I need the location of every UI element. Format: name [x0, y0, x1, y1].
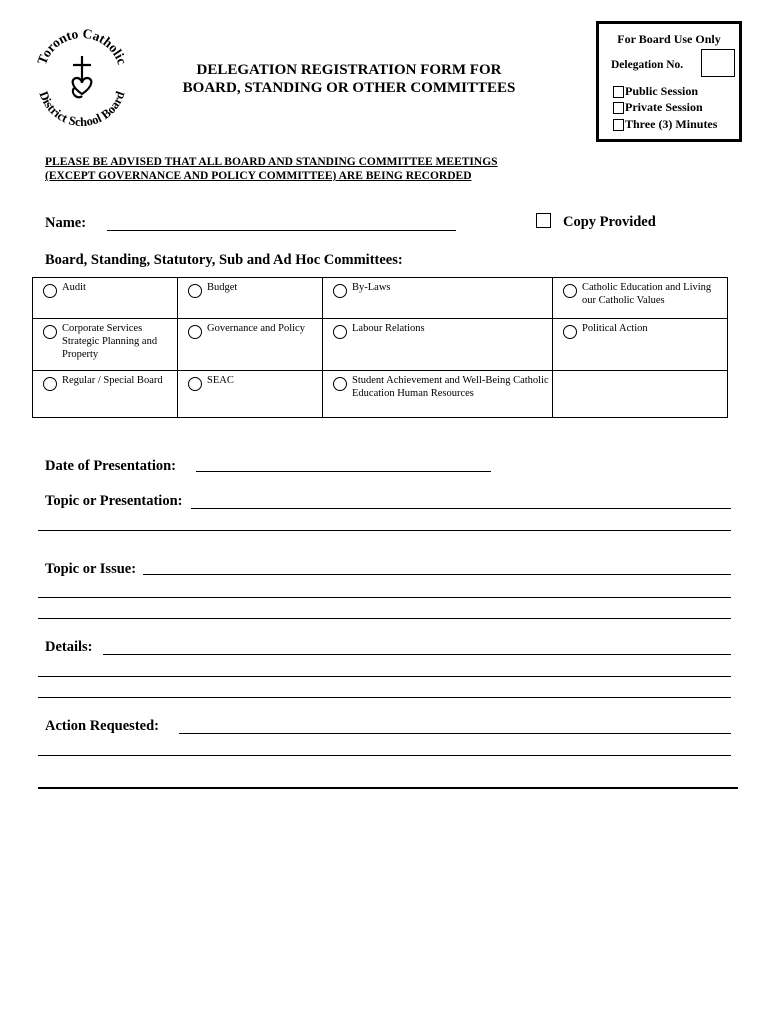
- recording-notice-line2: (EXCEPT GOVERNANCE AND POLICY COMMITTEE) ARE BEING RECORDED: [45, 170, 472, 182]
- committees-table: [32, 277, 728, 418]
- topic-presentation-field[interactable]: [191, 508, 731, 509]
- committee-option-by-laws[interactable]: [323, 278, 553, 319]
- radio-icon[interactable]: [333, 284, 347, 298]
- table-row: [33, 319, 728, 371]
- details-line-3[interactable]: [38, 697, 731, 698]
- committee-label: Catholic Education and Living our Catholic Values: [582, 282, 712, 306]
- cross-heart-icon: [73, 56, 92, 97]
- table-row: [33, 278, 728, 319]
- school-board-logo: [30, 20, 134, 132]
- action-requested-field[interactable]: [179, 733, 731, 734]
- action-requested-line-2[interactable]: [38, 755, 731, 756]
- name-field[interactable]: [107, 230, 456, 231]
- committee-option-budget[interactable]: [178, 278, 323, 319]
- delegation-number-field[interactable]: [701, 49, 735, 77]
- topic-issue-line-3[interactable]: [38, 618, 731, 619]
- recording-notice-line1: PLEASE BE ADVISED THAT ALL BOARD AND STANDING COMMITTEE MEETINGS: [45, 156, 498, 168]
- radio-icon[interactable]: [43, 325, 57, 339]
- committee-option-audit[interactable]: [33, 278, 178, 319]
- radio-icon[interactable]: [563, 325, 577, 339]
- name-label: Name:: [45, 215, 87, 231]
- radio-icon[interactable]: [333, 325, 347, 339]
- three-minutes-label: Three (3) Minutes: [625, 117, 718, 131]
- committee-label: Governance and Policy: [207, 323, 305, 334]
- action-requested-label: Action Requested:: [45, 718, 159, 734]
- radio-icon[interactable]: [563, 284, 577, 298]
- board-use-heading: For Board Use Only: [617, 32, 721, 46]
- topic-presentation-line-2[interactable]: [38, 530, 731, 531]
- committee-label: Political Action: [582, 323, 648, 334]
- copy-provided-label: Copy Provided: [563, 214, 656, 230]
- logo-text-bottom: District School Board: [36, 89, 128, 130]
- details-field[interactable]: [103, 654, 731, 655]
- logo-text-top: Toronto Catholic: [34, 25, 130, 67]
- private-session-option[interactable]: [613, 100, 703, 115]
- committees-heading: Board, Standing, Statutory, Sub and Ad Hoc Committees:: [45, 252, 403, 268]
- form-title-line1: DELEGATION REGISTRATION FORM FOR: [196, 62, 502, 78]
- topic-issue-field[interactable]: [143, 574, 731, 575]
- radio-icon[interactable]: [43, 377, 57, 391]
- radio-icon[interactable]: [188, 377, 202, 391]
- committee-option-student-achievement[interactable]: [323, 371, 553, 418]
- public-session-label: Public Session: [625, 84, 699, 98]
- committee-label: SEAC: [207, 375, 234, 386]
- committee-option-political-action[interactable]: [553, 319, 728, 371]
- committee-option-regular-special-board[interactable]: [33, 371, 178, 418]
- private-session-checkbox[interactable]: [613, 102, 624, 114]
- topic-presentation-label: Topic or Presentation:: [45, 493, 183, 509]
- committee-label: By-Laws: [352, 282, 391, 293]
- delegation-number-label: Delegation No.: [611, 59, 684, 71]
- committee-option-catholic-education[interactable]: [553, 278, 728, 319]
- three-minutes-option[interactable]: [613, 117, 717, 132]
- three-minutes-checkbox[interactable]: [613, 119, 624, 131]
- form-title-line2: BOARD, STANDING OR OTHER COMMITTEES: [182, 80, 516, 96]
- form-title: [150, 61, 548, 97]
- public-session-checkbox[interactable]: [613, 86, 624, 98]
- details-label: Details:: [45, 639, 93, 655]
- radio-icon[interactable]: [43, 284, 57, 298]
- committee-label: Audit: [62, 282, 86, 293]
- date-label: Date of Presentation:: [45, 458, 177, 474]
- committee-option-governance-policy[interactable]: [178, 319, 323, 371]
- public-session-option[interactable]: [613, 84, 698, 99]
- topic-issue-line-2[interactable]: [38, 597, 731, 598]
- committee-label: Corporate Services Strategic Planning and Property: [62, 323, 158, 360]
- radio-icon[interactable]: [188, 284, 202, 298]
- topic-issue-label: Topic or Issue:: [45, 561, 137, 577]
- committee-label: Labour Relations: [352, 323, 425, 334]
- recording-notice: [45, 155, 565, 183]
- committee-empty-cell: [553, 371, 728, 418]
- svg-text:District School Board: [36, 89, 127, 129]
- action-requested-line-3[interactable]: [38, 787, 738, 789]
- date-field[interactable]: [196, 471, 491, 472]
- board-use-only-box: [596, 21, 742, 142]
- radio-icon[interactable]: [333, 377, 347, 391]
- committee-label: Regular / Special Board: [62, 375, 163, 386]
- committee-label: Student Achievement and Well-Being Catholic Education Human Resources: [352, 375, 549, 399]
- committee-option-labour-relations[interactable]: [323, 319, 553, 371]
- copy-provided-checkbox[interactable]: [536, 213, 551, 228]
- committee-option-corporate-services[interactable]: [33, 319, 178, 371]
- private-session-label: Private Session: [625, 100, 703, 114]
- committee-option-seac[interactable]: [178, 371, 323, 418]
- table-row: [33, 371, 728, 418]
- committee-label: Budget: [207, 282, 238, 293]
- details-line-2[interactable]: [38, 676, 731, 677]
- radio-icon[interactable]: [188, 325, 202, 339]
